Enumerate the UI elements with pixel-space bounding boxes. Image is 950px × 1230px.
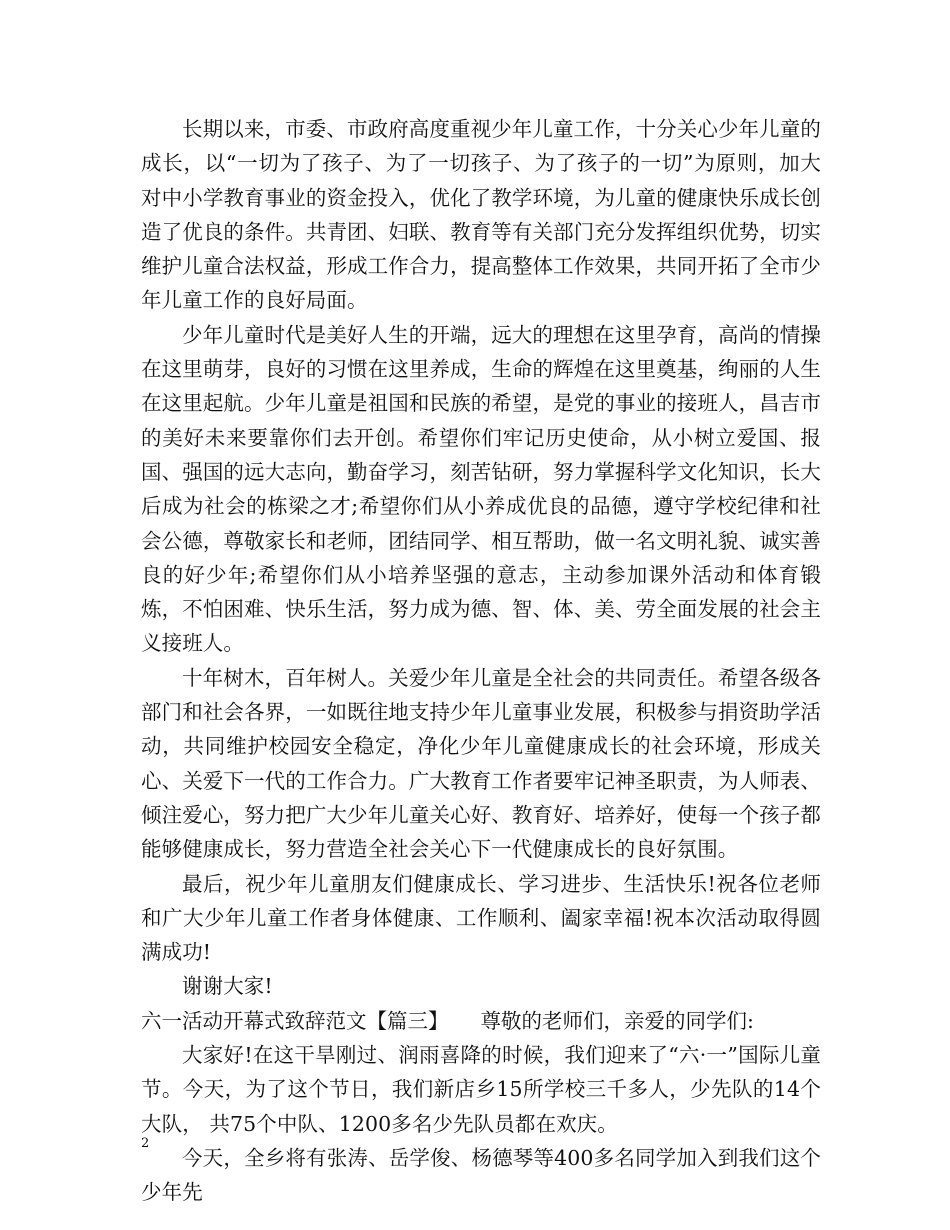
document-body [141, 112, 821, 1210]
section-heading-line [141, 1004, 821, 1038]
paragraph: 谢谢大家! [182, 974, 273, 999]
paragraph: 少年儿童时代是美好人生的开端，远大的理想在这里孕育，高尚的情操在这里萌芽，良好的习惯在这里养成，生命的辉煌在这里奠基，绚丽的人生在这里起航。少年儿童是祖国和民族的希望，是党的事业的接班人，昌吉市的美好未来要靠你们去开创。希望你们牢记历史使命，从小树立爱国、报国、强国的远大志向，勤奋学习，刻苦钻研，努力掌握科学文化知识，长大后成为社会的栋梁之才;希望你们从小养成优良的品德，遵守学校纪律和社会公德，尊敬家长和老师，团结同学、相互帮助，做一名文明礼貌、诚实善良的好少年;希望你们从小培养坚强的意志，主动参加课外活动和体育锻炼，不怕困难、快乐生活，努力成为德、智、体、美、劳全面发展的社会主义接班人。 [141, 322, 821, 656]
paragraph: 长期以来，市委、市政府高度重视少年儿童工作，十分关心少年儿童的成长，以“一切为了孩子、为了一切孩子、为了孩子的一切”为原则，加大对中小学教育事业的资金投入，优化了教学环境，为儿童的健康快乐成长创造了优良的条件。共青团、妇联、教育等有关部门充分发挥组织优势，切实维护儿童合法权益，形成工作合力，提高整体工作效果，共同开拓了全市少年儿童工作的良好局面。 [141, 117, 821, 313]
paragraph: 今天，全乡将有张涛、岳学俊、杨德琴等400多名同学加入到我们这个少年先 [141, 1145, 821, 1205]
page-number: 2 [141, 1136, 150, 1151]
paragraph: 大家好!在这干旱刚过、润雨喜降的时候，我们迎来了“六·一”国际儿童节。今天，为了这个节日，我们新店乡15所学校三千多人，少先队的14个大队， 共75个中队、1200多名少先队员都在欢庆。 [141, 1043, 821, 1136]
section-heading: 六一活动开幕式致辞范文【篇三】 [141, 1008, 449, 1033]
paragraph: 十年树木，百年树人。关爱少年儿童是全社会的共同责任。希望各级各部门和社会各界，一如既往地支持少年儿童事业发展，积极参与捐资助学活动，共同维护校园安全稳定，净化少年儿童健康成长的社会环境，形成关心、关爱下一代的工作合力。广大教育工作者要牢记神圣职责，为人师表、倾注爱心，努力把广大少年儿童关心好、教育好、培养好，使每一个孩子都能够健康成长，努力营造全社会关心下一代健康成长的良好氛围。 [141, 665, 821, 862]
paragraph: 最后，祝少年儿童朋友们健康成长、学习进步、生活快乐!祝各位老师和广大少年儿童工作者身体健康、工作顺利、阖家幸福!祝本次活动取得圆满成功! [141, 871, 821, 965]
section-greeting: 尊敬的老师们，亲爱的同学们: [480, 1008, 754, 1033]
